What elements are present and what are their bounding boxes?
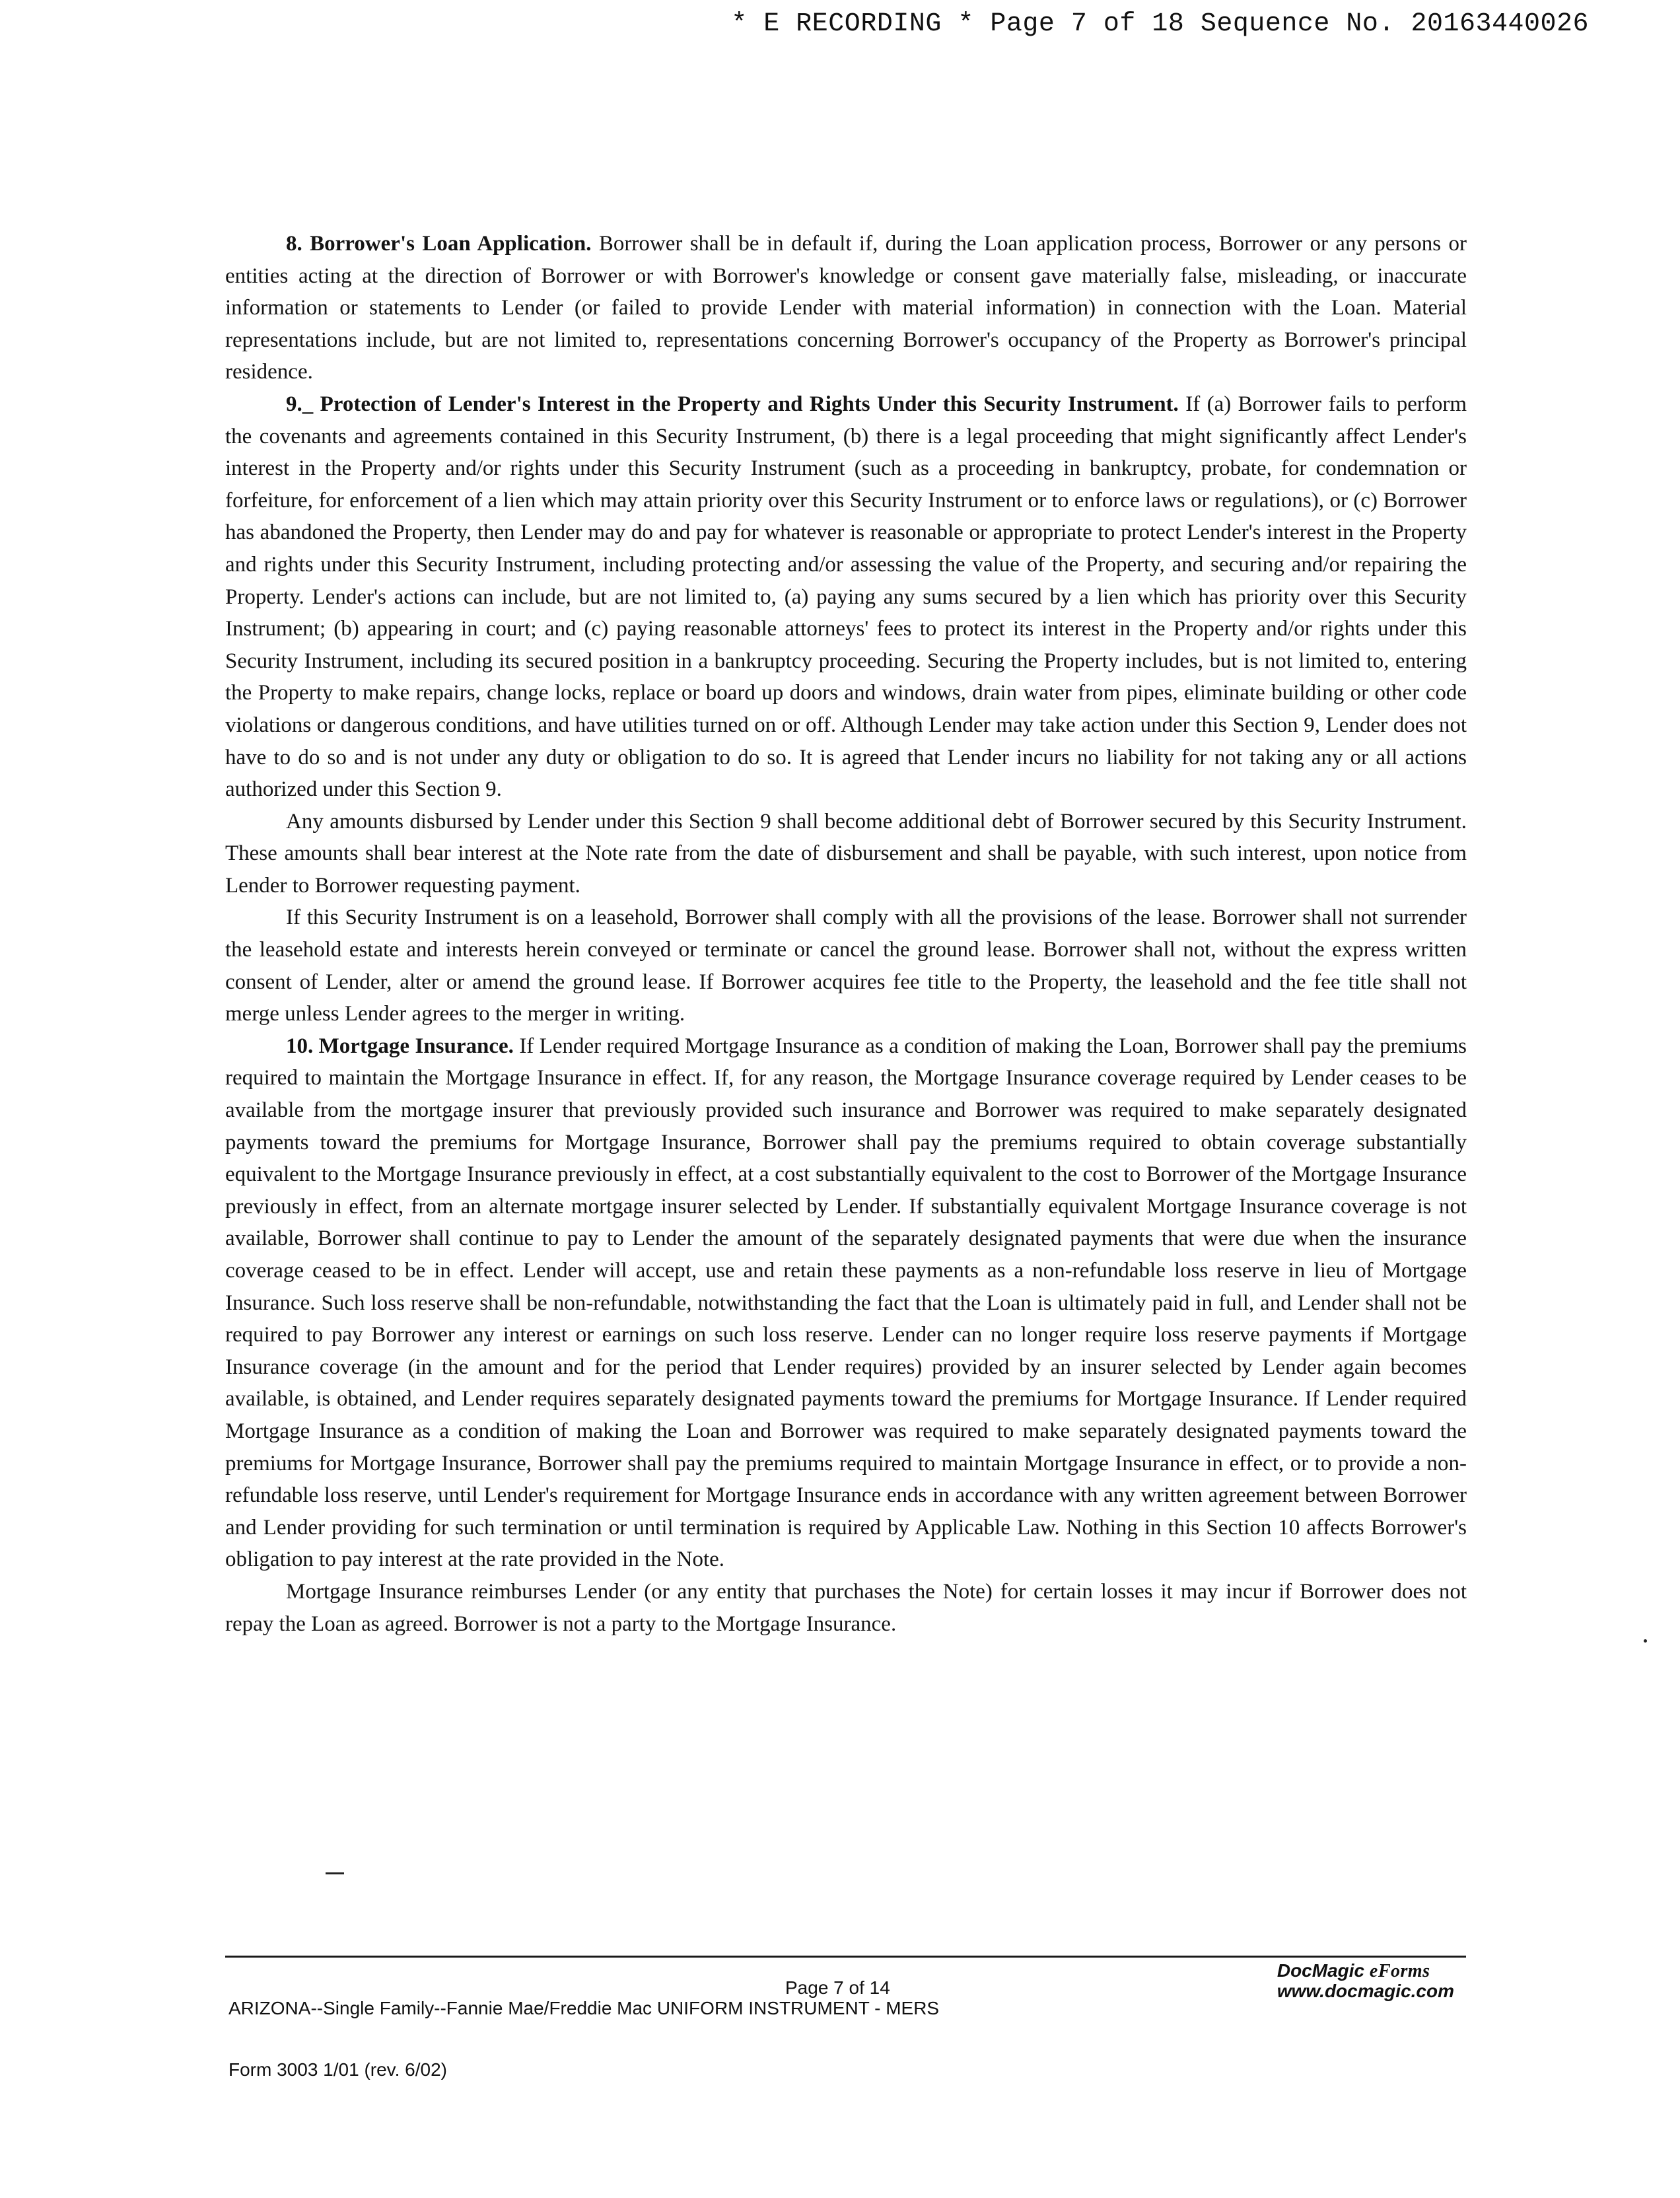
footer-brand-name: DocMagic bbox=[1277, 1960, 1365, 1981]
section-8-heading: 8. Borrower's Loan Application. bbox=[286, 232, 592, 256]
section-9-leasehold-text: If this Security Instrument is on a leasehold, Borrower shall comply with all the provisions of the lease. Borrower shall not surrender the leasehold estate and interests herein conveyed or terminate or cancel the ground lease. Borrower shall not, without the express written consent of Lender, alter or amend the ground lease. If Borrower acquires fee title to the Property, the leasehold and the fee title shall not merge unless Lender agrees to the merger in writing. bbox=[225, 905, 1467, 1026]
footer-page-number: Page 7 of 14 bbox=[785, 1977, 890, 1998]
footer-brand bbox=[1277, 1961, 1454, 2001]
section-9-disbursement-paragraph bbox=[225, 806, 1467, 902]
form-footer bbox=[228, 1957, 1466, 2080]
footer-brand-line bbox=[1277, 1961, 1454, 1981]
footer-form-title: ARIZONA--Single Family--Fannie Mae/Freddie Mac UNIFORM INSTRUMENT - MERS bbox=[228, 1998, 940, 2018]
section-10-reimbursement-text: Mortgage Insurance reimburses Lender (or any entity that purchases the Note) for certain losses it may incur if Borrower does not repay the Loan as agreed. Borrower is not a party to the Mortgage Insurance. bbox=[225, 1579, 1467, 1636]
section-8-text: Borrower shall be in default if, during the Loan application process, Borrower or any persons or entities acting at the direction of Borrower or with Borrower's knowledge or consent gave materially false, misleading, or inaccurate information or statements to Lender (or failed to provide Lender with material information) in connection with the Loan. Material representations include, but are not limited to, representations concerning Borrower's occupancy of the Property as Borrower's principal residence. bbox=[225, 232, 1467, 384]
section-10-text: If Lender required Mortgage Insurance as a condition of making the Loan, Borrower shall pay the premiums required to maintain the Mortgage Insurance in effect. If, for any reason, the Mortgage Insurance coverage required by Lender ceases to be available from the mortgage insurer that previously provided such insurance and Borrower was required to make separately designated payments toward the premiums for Mortgage Insurance, Borrower shall pay the premiums required to obtain coverage substantially equivalent to the Mortgage Insurance previously in effect, at a cost substantially equivalent to the cost to Borrower of the Mortgage Insurance previously in effect, from an alternate mortgage insurer selected by Lender. If substantially equivalent Mortgage Insurance coverage is not available, Borrower shall continue to pay to Lender the amount of the separately designated payments that were due when the insurance coverage ceased to be in effect. Lender will accept, use and retain these payments as a non-refundable loss reserve in lieu of Mortgage Insurance. Such loss reserve shall be non-refundable, notwithstanding the fact that the Loan is ultimately paid in full, and Lender shall not be required to pay Borrower any interest or earnings on such loss reserve. Lender can no longer require loss reserve payments if Mortgage Insurance coverage (in the amount and for the period that Lender requires) provided by an insurer selected by Lender again becomes available, is obtained, and Lender requires separately designated payments toward the premiums for Mortgage Insurance. If Lender required Mortgage Insurance as a condition of making the Loan and Borrower was required to make separately designated payments toward the premiums for Mortgage Insurance, Borrower shall pay the premiums required to maintain Mortgage Insurance in effect, or to provide a non-refundable loss reserve, until Lender's requirement for Mortgage Insurance ends in accordance with any written agreement between Borrower and Lender providing for such termination or until termination is required by Applicable Law. Nothing in this Section 10 affects Borrower's obligation to pay interest at the rate provided in the Note. bbox=[225, 1034, 1467, 1572]
footer-brand-product: eForms bbox=[1369, 1961, 1430, 1981]
section-10-heading: 10. Mortgage Insurance. bbox=[286, 1034, 514, 1058]
section-9-paragraph bbox=[225, 388, 1467, 806]
section-10-reimbursement-paragraph bbox=[225, 1576, 1467, 1640]
section-9-text: If (a) Borrower fails to perform the covenants and agreements contained in this Security Instrument, (b) there is a legal proceeding that might significantly affect Lender's interest in the Property and/or rights under this Security Instrument (such as a proceeding in bankruptcy, probate, for condemnation or forfeiture, for enforcement of a lien which may attain priority over this Security Instrument or to enforce laws or regulations), or (c) Borrower has abandoned the Property, then Lender may do and pay for whatever is reasonable or appropriate to protect Lender's interest in the Property and rights under this Security Instrument, including protecting and/or assessing the value of the Property, and securing and/or repairing the Property. Lender's actions can include, but are not limited to, (a) paying any sums secured by a lien which has priority over this Security Instrument; (b) appearing in court; and (c) paying reasonable attorneys' fees to protect its interest in the Property and/or rights under this Security Instrument, including its secured position in a bankruptcy proceeding. Securing the Property includes, but is not limited to, entering the Property to make repairs, change locks, replace or board up doors and windows, drain water from pipes, eliminate building or other code violations or dangerous conditions, and have utilities turned on or off. Although Lender may take action under this Section 9, Lender does not have to do so and is not under any duty or obligation to do so. It is agreed that Lender incurs no liability for not taking any or all actions authorized under this Section 9. bbox=[225, 392, 1467, 802]
footer-form-number: Form 3003 1/01 (rev. 6/02) bbox=[228, 2059, 447, 2080]
section-9-disbursement-text: Any amounts disbursed by Lender under this Section 9 shall become additional debt of Borrower secured by this Security Instrument. These amounts shall bear interest at the Note rate from the date of disbursement and shall be payable, with such interest, upon notice from Lender to Borrower requesting payment. bbox=[225, 809, 1467, 898]
recording-header: * E RECORDING * Page 7 of 18 Sequence No. 20163440026 bbox=[731, 9, 1589, 39]
footer-brand-url: www.docmagic.com bbox=[1277, 1981, 1454, 2001]
stray-dash-mark bbox=[326, 1872, 344, 1874]
section-8-paragraph bbox=[225, 228, 1467, 388]
section-10-paragraph bbox=[225, 1030, 1467, 1576]
document-body bbox=[225, 228, 1467, 1640]
section-9-leasehold-paragraph bbox=[225, 902, 1467, 1030]
section-9-heading: 9._ Protection of Lender's Interest in the Property and Rights Under this Security Instrument. bbox=[286, 392, 1179, 416]
stray-dot-mark bbox=[1644, 1639, 1647, 1643]
